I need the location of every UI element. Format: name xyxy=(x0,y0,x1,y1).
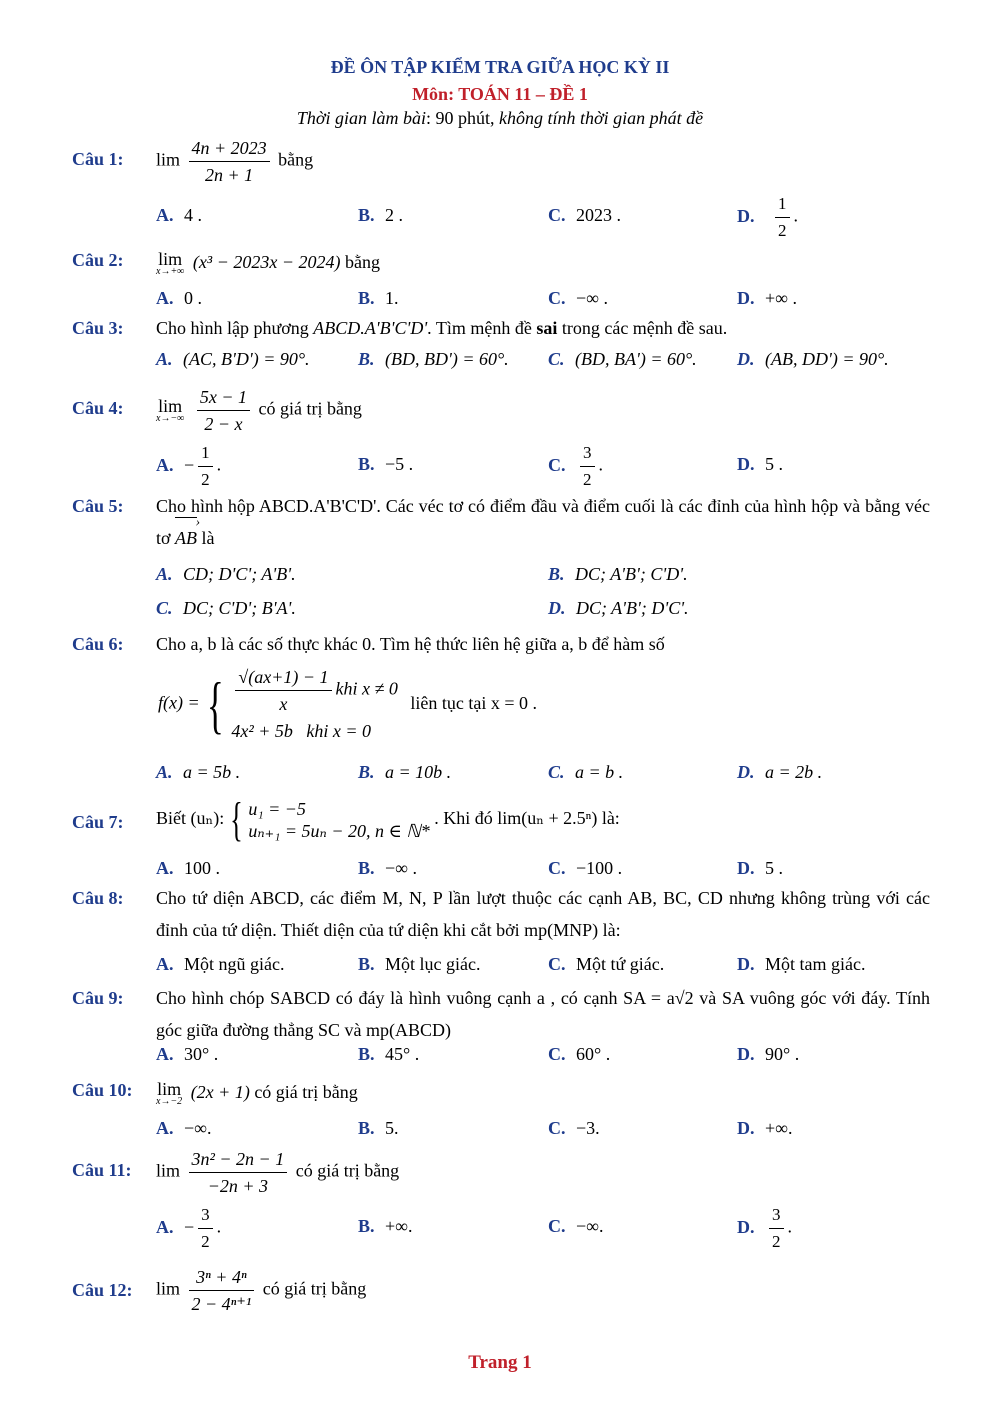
question-text: lim x→−2 (2x + 1) có giá trị bằng xyxy=(156,1078,358,1107)
option-c[interactable]: C. a = b . xyxy=(548,762,624,782)
fraction: $\frac{4n + 2023}{2n + 1}$ xyxy=(189,135,270,188)
question-text: lim $\frac{4n + 2023}{2n + 1}$ bằng xyxy=(156,135,930,188)
option-a[interactable]: A. −∞. xyxy=(156,1118,212,1138)
question-label: Câu 10: xyxy=(72,1080,133,1100)
option-a[interactable]: A. 30° . xyxy=(156,1044,219,1064)
option-a[interactable]: A. − $\frac{1}{2}$ . xyxy=(156,440,221,493)
option-b[interactable]: B. +∞. xyxy=(358,1216,413,1236)
question-text: lim $\frac{\text{3n² − 2n − 1}}{-2n + 3}$ có giá trị bằng xyxy=(156,1146,930,1199)
option-a[interactable]: A. Một ngũ giác. xyxy=(156,954,285,974)
option-b[interactable]: B. Một lục giác. xyxy=(358,954,481,974)
option-c[interactable]: C. −3. xyxy=(548,1118,600,1138)
question-label: Câu 6: xyxy=(72,634,124,654)
option-c[interactable]: C. Một tứ giác. xyxy=(548,954,665,974)
question-text: Cho hình lập phương ABCD.A'B'C'D'. Tìm mệnh đề sai trong các mệnh đề sau. xyxy=(156,318,728,338)
option-a[interactable]: A. a = 5b . xyxy=(156,762,241,782)
question-text: lim x→+∞ (x³ − 2023x − 2024) bằng xyxy=(156,248,380,277)
question-label: Câu 11: xyxy=(72,1160,132,1180)
option-a[interactable]: A. (AC, B'D') = 90°. xyxy=(156,349,310,369)
option-d[interactable]: D. a = 2b . xyxy=(737,762,823,782)
question-text: lim x→−∞ $\frac{5x - 1}{2 - x}$ có giá trị bằng xyxy=(156,384,930,437)
option-d[interactable]: D. 90° . xyxy=(737,1044,800,1064)
exam-title: ĐỀ ÔN TẬP KIỂM TRA GIỮA HỌC KỲ II xyxy=(330,57,670,77)
option-a[interactable]: A. 100 . xyxy=(156,858,220,878)
question-label: Câu 5: xyxy=(72,496,124,516)
option-c[interactable]: C. −∞. xyxy=(548,1216,604,1236)
option-c[interactable]: C. −100 . xyxy=(548,858,623,878)
question-label: Câu 1: xyxy=(72,149,124,169)
option-d[interactable]: D. 5 . xyxy=(737,858,783,878)
option-a[interactable]: A. 0 . xyxy=(156,288,202,308)
option-c[interactable]: C. 60° . xyxy=(548,1044,611,1064)
question-text: Cho a, b là các số thực khác 0. Tìm hệ thức liên hệ giữa a, b để hàm số xyxy=(156,634,665,654)
option-c[interactable]: C. 2023 . xyxy=(548,205,621,225)
option-b[interactable]: B. DC; A'B'; C'D'. xyxy=(548,564,688,584)
option-d[interactable]: D. Một tam giác. xyxy=(737,954,866,974)
question-label: Câu 12: xyxy=(72,1280,133,1300)
option-b[interactable]: B. a = 10b . xyxy=(358,762,452,782)
question-text: Cho tứ diện ABCD, các điểm M, N, P lần lượt thuộc các cạnh AB, BC, CD nhưng không trùng với các đỉnh của tứ diện. Thiết diện của tứ diện khi cắt bởi mp(MNP) là: xyxy=(156,888,930,940)
question-label: Câu 9: xyxy=(72,988,124,1008)
option-d[interactable]: D. $\frac{3}{2}$ . xyxy=(737,1202,792,1255)
option-b[interactable]: B. 1. xyxy=(358,288,399,308)
question-label: Câu 3: xyxy=(72,318,124,338)
question-text: Cho hình hộp ABCD.A'B'C'D'. Các véc tơ có điểm đầu và điểm cuối là các đỉnh của hình hộp và bằng véc tơ AB › là xyxy=(156,490,930,554)
option-a[interactable]: A. CD; D'C'; A'B'. xyxy=(156,564,296,584)
question-label: Câu 7: xyxy=(72,812,124,832)
option-d[interactable]: D. +∞ . xyxy=(737,288,797,308)
vector-ab: AB › xyxy=(175,522,197,554)
option-b[interactable]: B. (BD, BD') = 60°. xyxy=(358,349,509,369)
option-a[interactable]: A. − $\frac{3}{2}$ . xyxy=(156,1202,221,1255)
option-c[interactable]: C. DC; C'D'; B'A'. xyxy=(156,598,296,618)
option-b[interactable]: B. 45° . xyxy=(358,1044,420,1064)
option-c[interactable]: C. −∞ . xyxy=(548,288,608,308)
exam-time: Thời gian làm bài: 90 phút, không tính thời gian phát đề xyxy=(296,108,704,128)
question-label: Câu 8: xyxy=(72,888,124,908)
option-b[interactable]: B. −∞ . xyxy=(358,858,417,878)
page-number: Trang 1 xyxy=(468,1352,532,1373)
option-c[interactable]: C. (BD, BA') = 60°. xyxy=(548,349,697,369)
piecewise-function: f(x) = { $\frac{√(ax+1) - 1}{x}$ khi x ≠ 0 4x² + 5b khi x = 0 liên tục tại x = 0 . xyxy=(158,664,537,745)
exam-subject: Môn: TOÁN 11 – ĐỀ 1 xyxy=(412,84,588,104)
option-a[interactable]: A. 4 . xyxy=(156,205,202,225)
option-b[interactable]: B. −5 . xyxy=(358,454,414,474)
question-label: Câu 4: xyxy=(72,398,124,418)
option-d[interactable]: D. DC; A'B'; D'C'. xyxy=(548,598,689,618)
option-d[interactable]: D. (AB, DD') = 90°. xyxy=(737,349,889,369)
option-d[interactable]: D. 5 . xyxy=(737,454,783,474)
option-b[interactable]: B. 2 . xyxy=(358,205,404,225)
option-d[interactable]: D. +∞. xyxy=(737,1118,793,1138)
option-c[interactable]: C. $\frac{3}{2}$ . xyxy=(548,440,603,493)
question-text: lim $\frac{\text{3ⁿ + 4ⁿ}}{\text{2 − 4ⁿ⁺¹}}$ có giá trị bằng xyxy=(156,1264,930,1317)
question-text: Cho hình chóp SABCD có đáy là hình vuông cạnh a , có cạnh SA = a√2 và SA vuông góc với đáy. Tính góc giữa đường thẳng SC và mp(ABCD) xyxy=(156,988,930,1040)
option-d[interactable]: D. $\frac{1}{2}$ . xyxy=(737,191,798,244)
question-text: Biết (uₙ): { u₁ = −5 uₙ₊₁ = 5uₙ − 20, n ∈ ℕ* . Khi đó lim(uₙ + 2.5ⁿ) là: xyxy=(156,793,620,846)
question-label: Câu 2: xyxy=(72,250,124,270)
option-b[interactable]: B. 5. xyxy=(358,1118,399,1138)
